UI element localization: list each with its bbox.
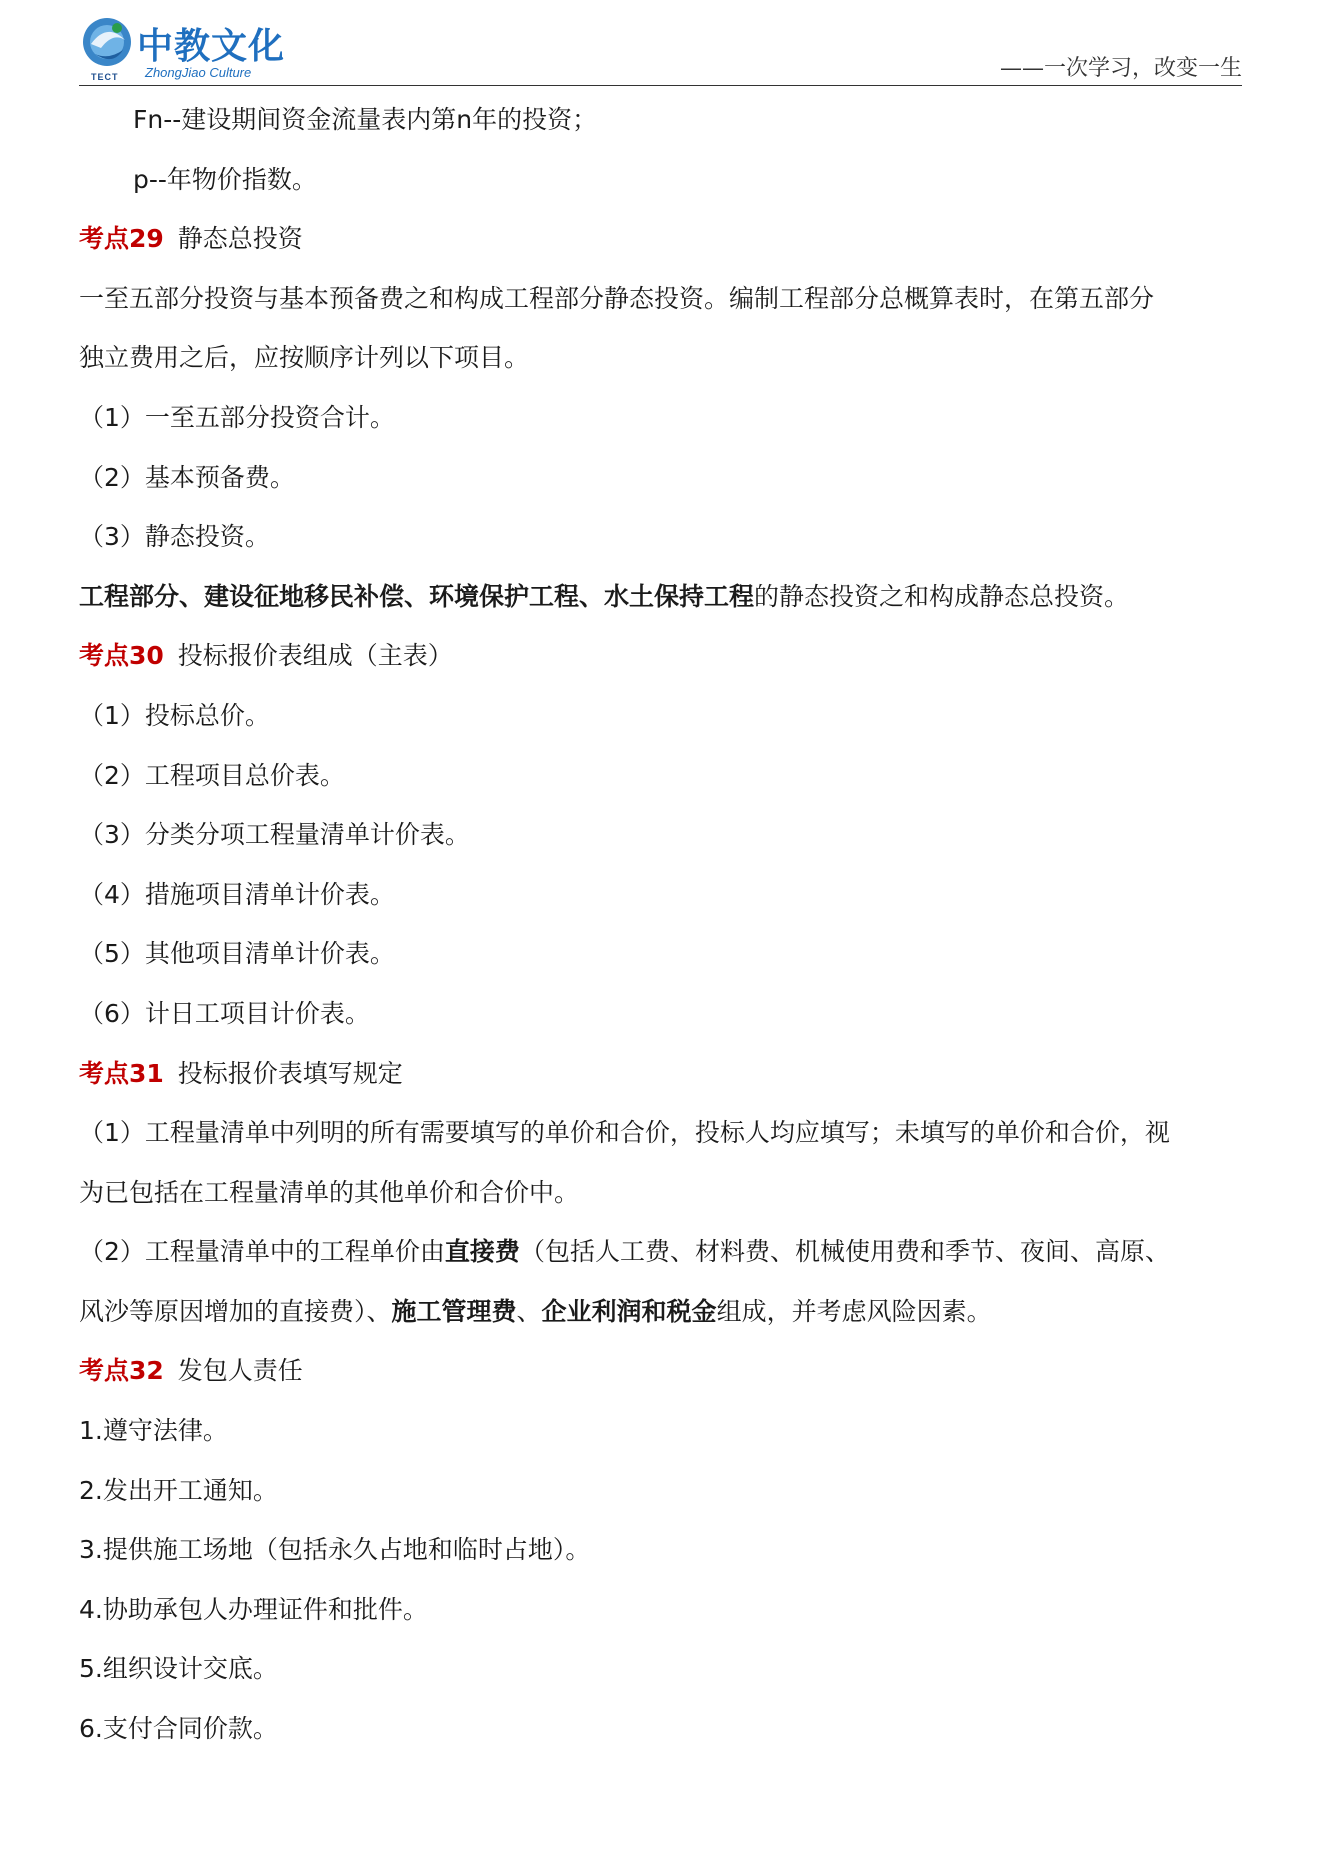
section-label: 考点29 (79, 224, 164, 254)
list-item: （1）一至五部分投资合计。 (79, 402, 395, 432)
globe-icon (79, 14, 139, 76)
paragraph (79, 1282, 1249, 1342)
paragraph: （1）工程量清单中列明的所有需要填写的单价和合价，投标人均应填写；未填写的单价和合价，视 (79, 1118, 1170, 1148)
list-item: （3）静态投资。 (79, 522, 270, 552)
paragraph: 为已包括在工程量清单的其他单价和合价中。 (79, 1177, 580, 1207)
list-item: （5）其他项目清单计价表。 (79, 939, 395, 969)
list-item: 4.协助承包人办理证件和批件。 (79, 1594, 428, 1624)
section-label: 考点32 (79, 1356, 164, 1386)
list-item: （1）投标总价。 (79, 700, 270, 730)
list-item: 2.发出开工通知。 (79, 1475, 278, 1505)
paragraph: 独立费用之后，应按顺序计列以下项目。 (79, 343, 530, 373)
section-heading-31 (79, 1044, 1249, 1104)
page-header (79, 10, 1242, 86)
section-title: 投标报价表填写规定 (177, 1058, 403, 1088)
logo (79, 14, 289, 84)
section-title: 发包人责任 (177, 1356, 303, 1386)
logo-text-en: ZhongJiao Culture (145, 65, 252, 80)
header-slogan: ——一次学习，改变一生 (999, 56, 1242, 81)
logo-abbr: TECT (91, 72, 119, 82)
list-item: 5.组织设计交底。 (79, 1654, 278, 1684)
text: 风沙等原因增加的直接费）、 (79, 1296, 392, 1326)
section-title: 静态总投资 (177, 224, 303, 254)
bold-text: 施工管理费 (391, 1296, 517, 1326)
bold-text: 工程部分、建设征地移民补偿、环境保护工程、水土保持工程 (79, 581, 755, 611)
paragraph: Fn--建设期间资金流量表内第n年的投资； (133, 105, 598, 134)
section-label: 考点31 (79, 1058, 164, 1088)
logo-text-cn: 中教文化 (137, 26, 286, 67)
list-item: （4）措施项目清单计价表。 (79, 879, 395, 909)
text: 的静态投资之和构成静态总投资。 (754, 581, 1130, 611)
text: 组成，并考虑风险因素。 (716, 1296, 992, 1326)
text: （包括人工费、材料费、机械使用费和季节、夜间、高原、 (519, 1237, 1170, 1267)
section-heading-32 (79, 1341, 1249, 1401)
list-item: 3.提供施工场地（包括永久占地和临时占地）。 (79, 1535, 591, 1565)
list-item: 6.支付合同价款。 (79, 1714, 278, 1744)
paragraph (79, 1222, 1249, 1282)
list-item: 1.遵守法律。 (79, 1416, 228, 1446)
list-item: （3）分类分项工程量清单计价表。 (79, 820, 470, 850)
section-title: 投标报价表组成（主表） (177, 641, 453, 671)
section-heading-29 (79, 209, 1249, 269)
paragraph (79, 567, 1249, 627)
list-item: （2）工程项目总价表。 (79, 760, 345, 790)
bold-text: 直接费 (444, 1237, 520, 1267)
section-label: 考点30 (79, 641, 164, 671)
document-body (79, 90, 1249, 1759)
text: 、 (516, 1296, 542, 1326)
bold-text: 企业利润和税金 (541, 1296, 717, 1326)
text: （2）工程量清单中的工程单价由 (79, 1237, 445, 1267)
paragraph: p--年物价指数。 (133, 164, 317, 194)
section-heading-30 (79, 626, 1249, 686)
list-item: （6）计日工项目计价表。 (79, 998, 370, 1028)
list-item: （2）基本预备费。 (79, 462, 295, 492)
paragraph: 一至五部分投资与基本预备费之和构成工程部分静态投资。编制工程部分总概算表时，在第五部分 (79, 283, 1155, 313)
